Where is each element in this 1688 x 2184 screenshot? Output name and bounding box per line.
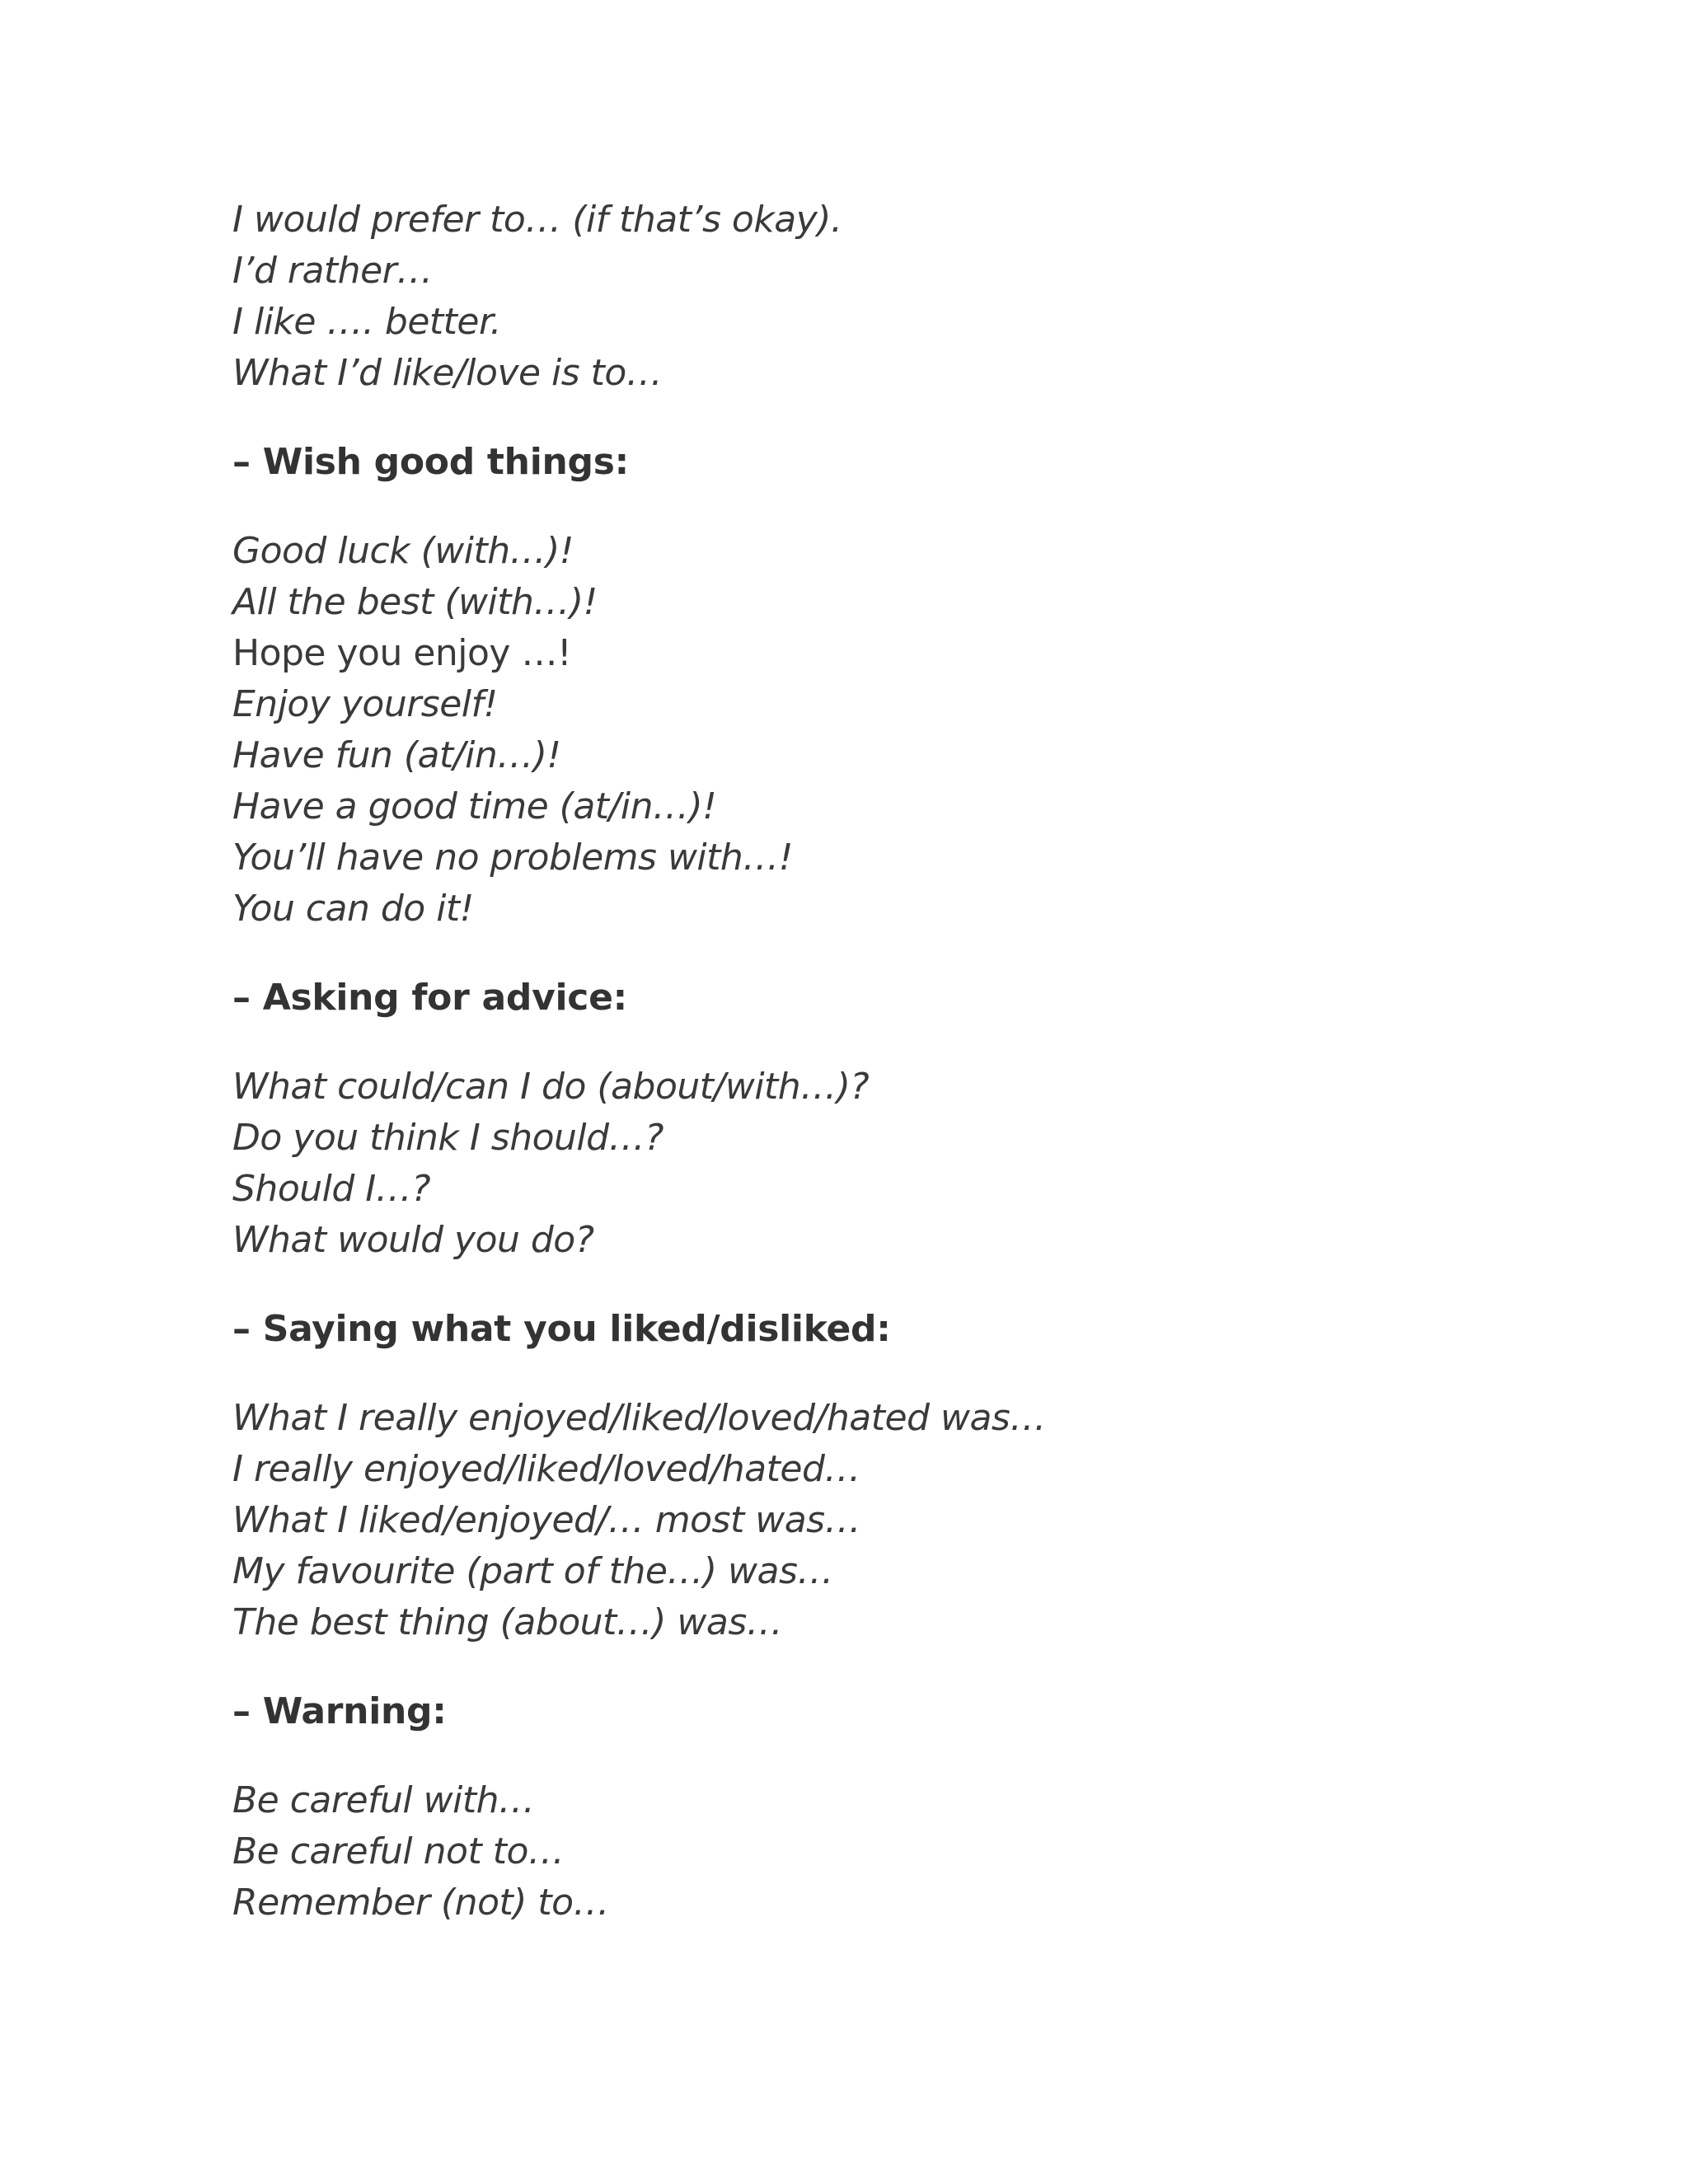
phrase-line: You can do it! — [232, 888, 474, 930]
phrase-line: Have fun (at/in…)! — [232, 734, 561, 776]
section-heading: – Saying what you liked/disliked: — [232, 1308, 891, 1350]
phrase-line: What could/can I do (about/with…)? — [232, 1066, 870, 1108]
section-preferences — [232, 194, 1551, 399]
phrase-line: Be careful not to… — [232, 1830, 565, 1872]
section-heading: – Wish good things: — [232, 441, 629, 483]
phrase-line: Hope you enjoy …! — [232, 632, 572, 674]
phrase-line: I really enjoyed/liked/loved/hated… — [232, 1448, 860, 1490]
phrase-line: I’d rather… — [232, 250, 433, 292]
phrase-line: I like …. better. — [232, 301, 502, 343]
phrase-line: All the best (with…)! — [232, 581, 598, 623]
phrase-line: Have a good time (at/in…)! — [232, 785, 717, 827]
phrase-line: Good luck (with…)! — [232, 530, 574, 572]
document-page — [232, 194, 1551, 1929]
phrase-line: Do you think I should…? — [232, 1117, 663, 1159]
section-heading: – Warning: — [232, 1690, 447, 1732]
phrase-line: What I’d like/love is to… — [232, 352, 663, 394]
phrase-line: Remember (not) to… — [232, 1882, 610, 1924]
phrase-line: What I really enjoyed/liked/loved/hated was… — [232, 1397, 1046, 1439]
phrase-line: Be careful with… — [232, 1779, 535, 1821]
phrase-line: You’ll have no problems with…! — [232, 837, 793, 879]
phrase-line: Enjoy yourself! — [232, 683, 498, 725]
section-asking-for-advice — [232, 972, 1551, 1266]
phrase-line: The best thing (about…) was… — [232, 1601, 783, 1643]
phrase-line: Should I…? — [232, 1168, 431, 1210]
section-heading: – Asking for advice: — [232, 977, 627, 1019]
phrase-line: What would you do? — [232, 1219, 594, 1261]
section-warning — [232, 1686, 1551, 1929]
phrase-line: My favourite (part of the…) was… — [232, 1550, 833, 1592]
phrase-line: What I liked/enjoyed/… most was… — [232, 1499, 861, 1541]
phrase-line: I would prefer to… (if that’s okay). — [232, 199, 842, 241]
section-liked-disliked — [232, 1304, 1551, 1648]
section-wish-good-things — [232, 437, 1551, 935]
